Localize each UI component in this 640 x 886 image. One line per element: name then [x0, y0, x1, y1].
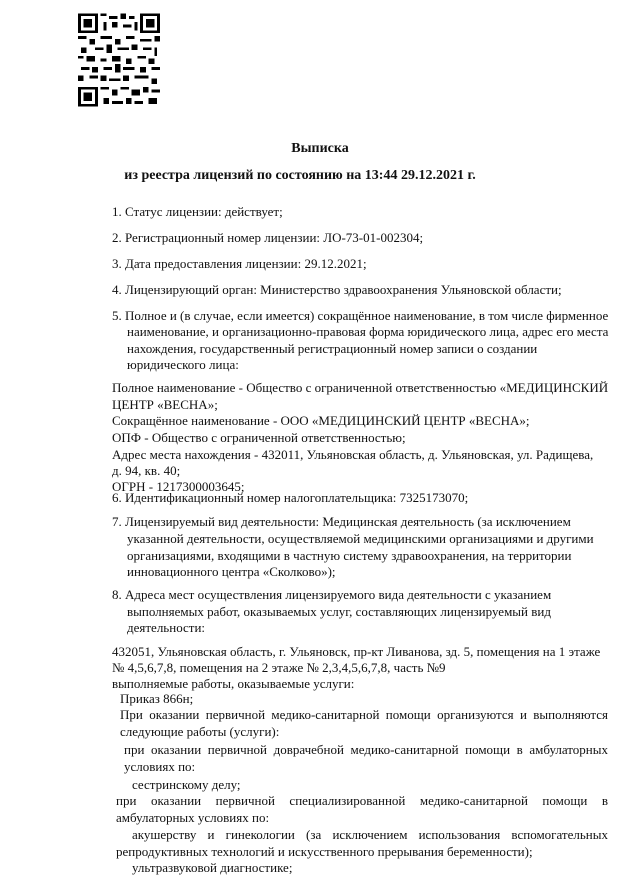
service-nursing: сестринскому делу; — [132, 777, 241, 792]
document-title: Выписка — [291, 141, 349, 156]
item7-line3: организациями, входящими в частную систему здравоохранения, на территории — [127, 548, 572, 563]
org-legal-form: ОПФ - Общество с ограниченной ответственностью; — [112, 430, 406, 445]
license-number: 2. Регистрационный номер лицензии: ЛО-73-01-002304; — [112, 230, 424, 245]
licensing-authority: 4. Лицензирующий орган: Министерство здравоохранения Ульяновской области; — [112, 282, 562, 297]
item5-line2: наименование, и организационно-правовая форма юридического лица, адрес его места — [127, 324, 609, 339]
service-ultrasound: ультразвуковой диагностике; — [132, 860, 293, 875]
qr-code-icon — [78, 11, 160, 109]
service-primary-care: При оказании первичной медико-санитарной помощи организуются и выполняются следующие работы (услуги): — [120, 707, 608, 739]
order-reference: Приказ 866н; — [120, 691, 194, 706]
document-subtitle: из реестра лицензий по состоянию на 13:44 29.12.2021 г. — [124, 168, 476, 183]
service-obstetrics: акушерству и гинекологии (за исключением использования вспомогательных репродуктивных технологий и искусственного прерывания беременности); — [116, 827, 608, 859]
org-address-line1: Адрес места нахождения - 432011, Ульяновская область, д. Ульяновская, ул. Радищева, — [112, 447, 594, 462]
org-ogrn: ОГРН - 1217300003645; — [112, 479, 245, 494]
place-address-line2: № 4,5,6,7,8, помещения на 2 этаже № 2,3,4,5,6,7,8, часть №9 — [112, 660, 446, 675]
item5-line1: 5. Полное и (в случае, если имеется) сокращённое наименование, в том числе фирменное — [112, 308, 609, 323]
license-date: 3. Дата предоставления лицензии: 29.12.2021; — [112, 256, 367, 271]
org-short-name: Сокращённое наименование - ООО «МЕДИЦИНСКИЙ ЦЕНТР «ВЕСНА»; — [112, 413, 530, 428]
services-heading: выполняемые работы, оказываемые услуги: — [112, 676, 355, 691]
item8-line2: выполняемых работ, оказываемых услуг, составляющих лицензируемый вид — [127, 604, 551, 619]
item7-line1: 7. Лицензируемый вид деятельности: Медицинская деятельность (за исключением — [112, 514, 571, 529]
service-specialized-care: при оказании первичной специализированной медико-санитарной помощи в амбулаторных условиях по: — [116, 793, 608, 825]
taxpayer-id: 6. Идентификационный номер налогоплательщика: 7325173070; — [112, 490, 469, 505]
place-address-line1: 432051, Ульяновская область, г. Ульяновск, пр-кт Ливанова, зд. 5, помещения на 1 этаже — [112, 644, 601, 659]
service-prehospital-care: при оказании первичной доврачебной медико-санитарной помощи в амбулаторных условиях по: — [124, 742, 608, 774]
item7-line4: инновационного центра «Сколково»); — [127, 564, 336, 579]
org-address-line2: д. 94, кв. 40; — [112, 463, 181, 478]
license-status: 1. Статус лицензии: действует; — [112, 204, 283, 219]
item8-line3: деятельности: — [127, 620, 206, 635]
org-full-name-line2: ЦЕНТР «ВЕСНА»; — [112, 397, 218, 412]
item7-line2: указанной деятельности, осуществляемой медицинскими организациями и другими — [127, 531, 594, 546]
org-full-name-line1: Полное наименование - Общество с ограниченной ответственностью «МЕДИЦИНСКИЙ — [112, 380, 609, 395]
item5-line4: юридического лица: — [127, 357, 239, 372]
item8-line1: 8. Адреса мест осуществления лицензируемого вида деятельности с указанием — [112, 587, 552, 602]
item5-line3: нахождения, государственный регистрационный номер записи о создании — [127, 341, 538, 356]
